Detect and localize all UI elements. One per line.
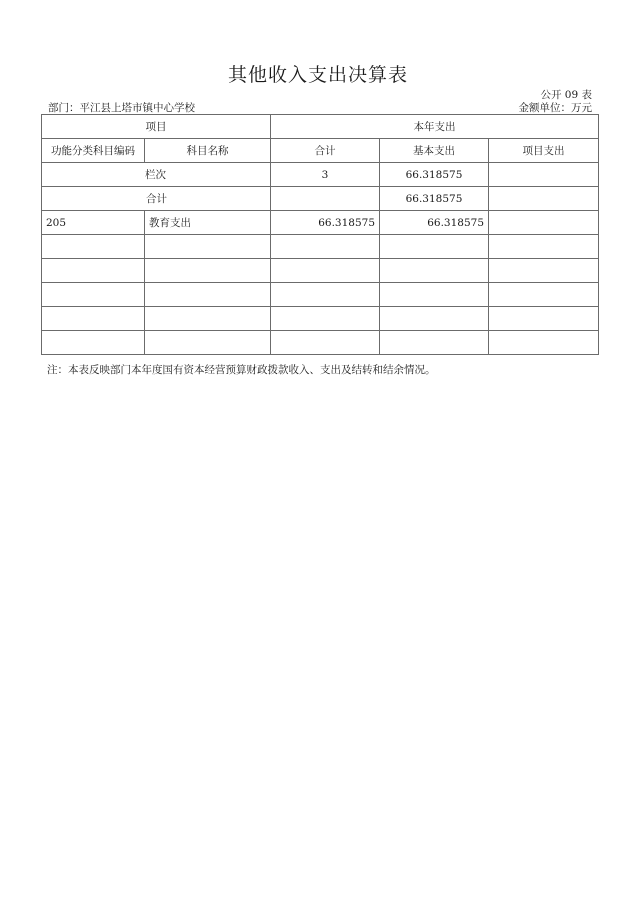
- cell-name: 教育支出: [145, 211, 271, 235]
- cell-code: [42, 331, 145, 355]
- total-total: [271, 187, 380, 211]
- cell-name: [145, 283, 271, 307]
- cell-basic: [380, 235, 489, 259]
- table-row: [42, 259, 599, 283]
- department-label: 部门：平江县上塔市镇中心学校: [48, 102, 195, 114]
- cell-total: [271, 283, 380, 307]
- header-project-expense: 项目支出: [489, 139, 599, 163]
- expense-table: [41, 114, 599, 355]
- line-number-row: [42, 163, 599, 187]
- cell-total: [271, 235, 380, 259]
- total-project: [489, 187, 599, 211]
- line-number-basic: 66.318575: [380, 163, 489, 187]
- meta-row: [48, 100, 592, 115]
- line-number-total: 3: [271, 163, 380, 187]
- header-function-code: 功能分类科目编码: [42, 139, 145, 163]
- cell-code: [42, 259, 145, 283]
- cell-basic: [380, 259, 489, 283]
- cell-total: 66.318575: [271, 211, 380, 235]
- cell-project: [489, 307, 599, 331]
- total-label: 合计: [42, 187, 271, 211]
- cell-code: [42, 307, 145, 331]
- cell-code: [42, 283, 145, 307]
- cell-name: [145, 235, 271, 259]
- table-row: [42, 235, 599, 259]
- cell-name: [145, 307, 271, 331]
- header-annual-expense: 本年支出: [271, 115, 599, 139]
- cell-name: [145, 331, 271, 355]
- cell-code: [42, 235, 145, 259]
- document-title: 其他收入支出决算表: [227, 64, 408, 86]
- cell-basic: [380, 283, 489, 307]
- total-row: [42, 187, 599, 211]
- header-subject-name: 科目名称: [145, 139, 271, 163]
- table-row: [42, 307, 599, 331]
- cell-basic: [380, 331, 489, 355]
- cell-total: [271, 259, 380, 283]
- cell-project: [489, 235, 599, 259]
- cell-total: [271, 331, 380, 355]
- header-group-row: [42, 115, 599, 139]
- line-number-project: [489, 163, 599, 187]
- cell-code: 205: [42, 211, 145, 235]
- table-row: [42, 331, 599, 355]
- footnote: 注：本表反映部门本年度国有资本经营预算财政拨款收入、支出及结转和结余情况。: [47, 364, 436, 376]
- header-item: 项目: [42, 115, 271, 139]
- amount-unit-label: 金额单位：万元: [518, 102, 592, 114]
- cell-basic: 66.318575: [380, 211, 489, 235]
- header-basic-expense: 基本支出: [380, 139, 489, 163]
- total-basic: 66.318575: [380, 187, 489, 211]
- cell-name: [145, 259, 271, 283]
- cell-total: [271, 307, 380, 331]
- header-column-row: [42, 139, 599, 163]
- cell-project: [489, 331, 599, 355]
- table-row: [42, 211, 599, 235]
- cell-project: [489, 211, 599, 235]
- cell-project: [489, 283, 599, 307]
- line-number-label: 栏次: [42, 163, 271, 187]
- table-row: [42, 283, 599, 307]
- cell-project: [489, 259, 599, 283]
- cell-basic: [380, 307, 489, 331]
- form-number: 公开 09 表: [540, 89, 592, 101]
- header-total: 合计: [271, 139, 380, 163]
